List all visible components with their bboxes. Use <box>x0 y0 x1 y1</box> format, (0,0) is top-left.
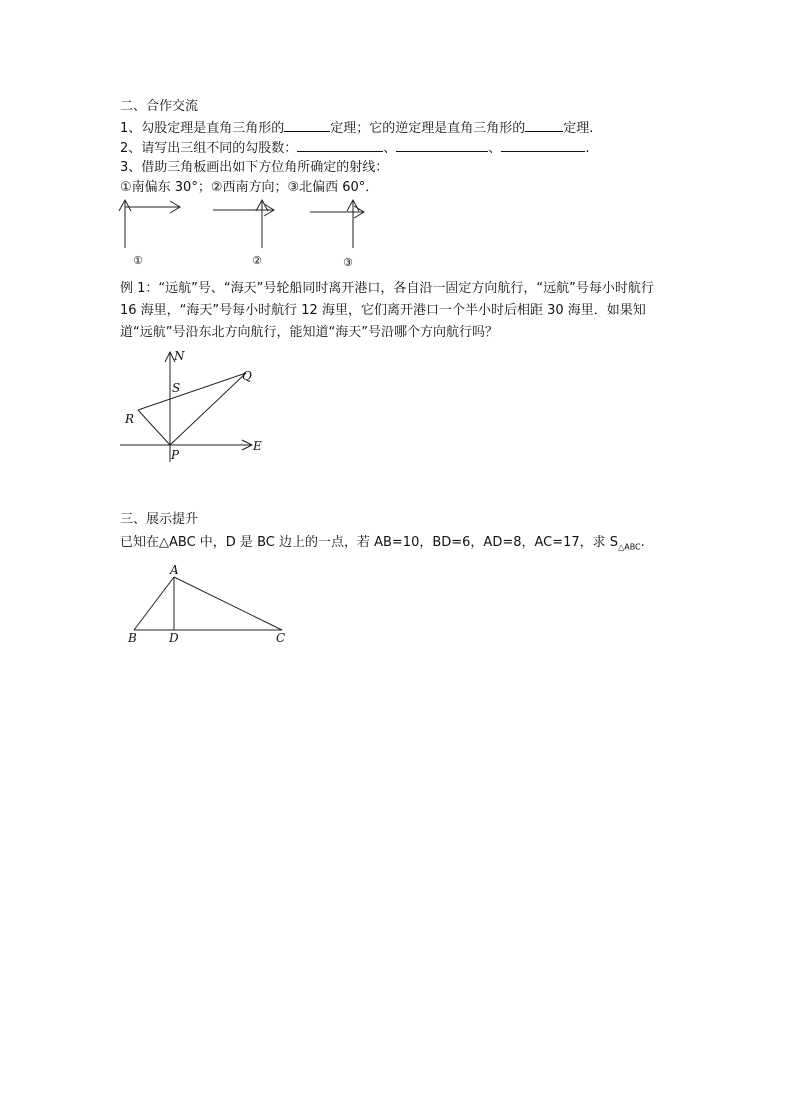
section3-heading: 三、展示提升 <box>120 512 199 527</box>
label-p: P <box>171 448 180 462</box>
label-s: S <box>172 381 181 395</box>
label-q: Q <box>242 369 252 383</box>
label-e: E <box>253 439 262 453</box>
fig3-label: ③ <box>343 256 353 269</box>
label-c: C <box>276 631 286 645</box>
label-b: B <box>128 631 137 645</box>
question-3-items: ①南偏东 30°；②西南方向；③北偏西 60°． <box>120 180 379 195</box>
question-1-part-b: 定理；它的逆定理是直角三角形的 <box>330 121 526 136</box>
segment-ac <box>174 577 282 630</box>
segment-ab <box>134 577 174 630</box>
section3-problem-sub: △ABC <box>618 542 641 552</box>
question-2-sep-2: 、 <box>488 141 502 156</box>
label-a: A <box>170 563 179 577</box>
question-1-part-c: 定理. <box>563 121 594 136</box>
label-r: R <box>125 412 135 426</box>
question-3: 3、借助三角板画出如下方位角所确定的射线： <box>120 160 389 175</box>
example-1-text: 例 1：“远航”号、“海天”号轮船同时离开港口，各自沿一固定方向航行，“远航”号每小时航行 16 海里，“海天”号每小时航行 12 海里，它们离开港口一个半小时后相距 30 海里．如果知道“远航”号沿东北方向航行，能知道“海天”号沿哪个方向航行吗？ <box>120 281 654 340</box>
section3-problem-end: . <box>640 535 645 550</box>
section2-heading: 二、合作交流 <box>120 99 199 114</box>
fig2-label: ② <box>252 254 262 267</box>
question-2-text: 2、请写出三组不同的勾股数： <box>120 141 298 156</box>
question-2-end: . <box>585 141 590 156</box>
question-2-sep-1: 、 <box>383 141 397 156</box>
question-1-part-a: 1、勾股定理是直角三角形的 <box>120 121 285 136</box>
label-n: N <box>174 349 185 363</box>
label-d: D <box>169 631 179 645</box>
section3-problem-text: 已知在△ABC 中，D 是 BC 边上的一点，若 AB=10，BD=6，AD=8，AC=17，求 S <box>120 535 619 550</box>
fig1-label: ① <box>133 254 143 267</box>
